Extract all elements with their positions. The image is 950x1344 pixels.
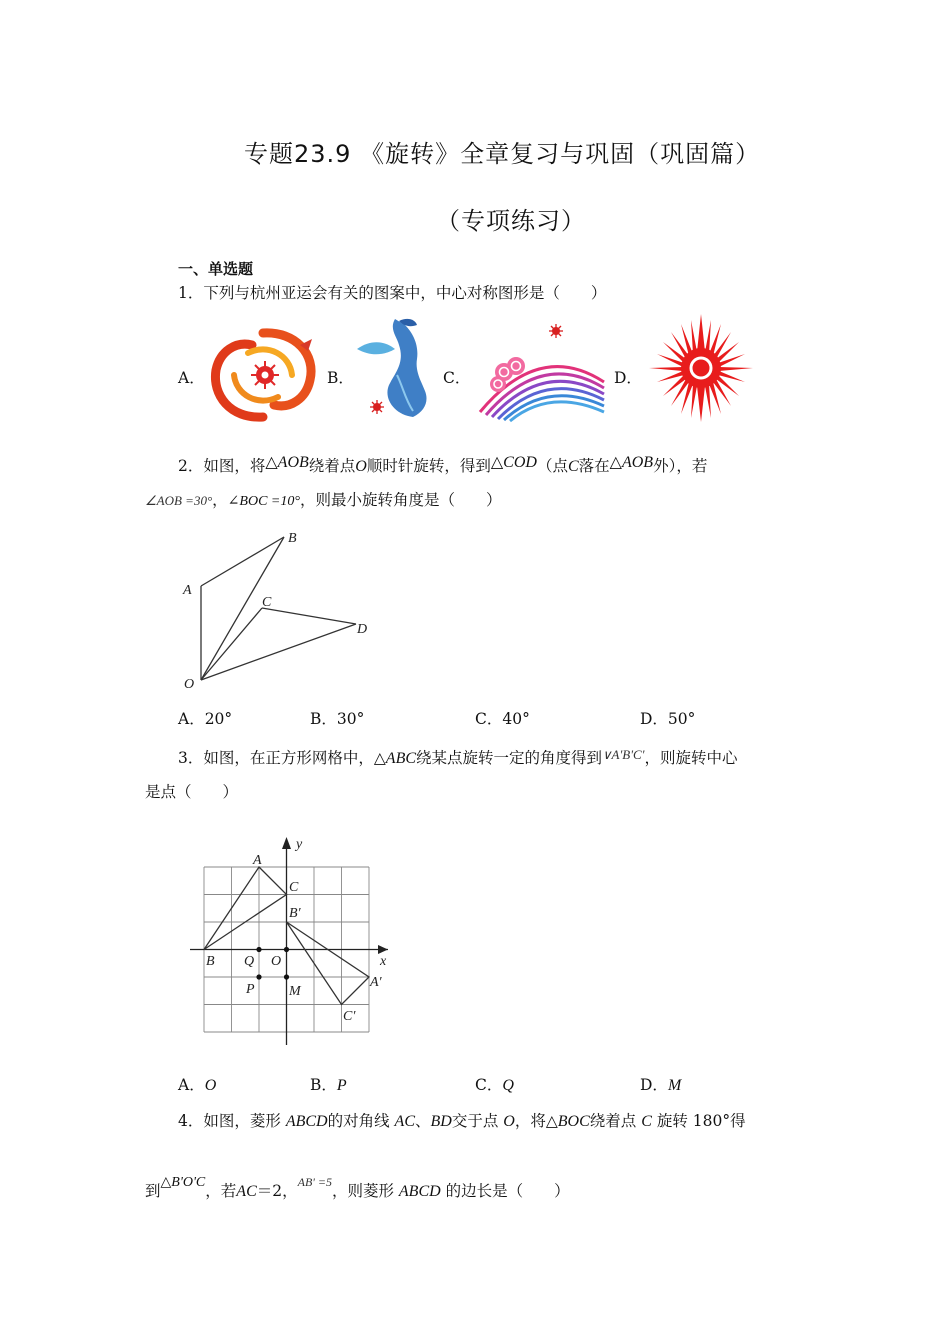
- angle-boc-condition: ∠BOC =10°: [227, 494, 300, 509]
- q2-option-d: D．50°: [640, 710, 696, 728]
- section-heading: 一、单选题: [178, 260, 254, 278]
- q3-grid-figure: [186, 833, 401, 1048]
- label-A: A: [253, 853, 262, 868]
- dragon-swirl-emblem-icon: [208, 325, 318, 425]
- question-2-line1: 2．如图，将△AOB绕着点O顺时针旋转，得到△COD（点C落在△AOB外），若: [178, 454, 708, 475]
- label-C: C: [262, 595, 272, 610]
- q1-option-c-label: C．: [443, 369, 471, 387]
- page-subtitle: （专项练习）: [436, 207, 586, 235]
- label-A: A: [183, 583, 192, 598]
- triangle-a-prime: ∨A'B'C': [602, 747, 645, 762]
- label-x: x: [380, 954, 387, 969]
- q3-option-d: D．M: [640, 1076, 682, 1094]
- question-4-line2: 到△B'O'C，若AC＝2，$^{AB' =5}$，则菱形 ABCD 的边长是（ ）: [145, 1175, 570, 1200]
- dolphin-tail-emblem-icon: [355, 315, 435, 423]
- question-3-line1: 3．如图，在正方形网格中，△ABC绕某点旋转一定的角度得到$^{\vee A'B'C'}$，则旋转中心: [178, 747, 738, 767]
- label-A-prime: A′: [370, 975, 382, 990]
- q2-option-a: A．20°: [178, 710, 233, 728]
- label-y: y: [296, 837, 303, 852]
- q1-option-a-label: A．: [178, 369, 205, 387]
- label-B-prime: B′: [289, 906, 301, 921]
- label-B: B: [206, 954, 215, 969]
- triangle-b-prime-o-prime-c: △B'O'C: [160, 1175, 206, 1190]
- label-C: C: [289, 880, 299, 895]
- label-B: B: [288, 531, 297, 546]
- page-title: 专题23.9 《旋转》全章复习与巩固（巩固篇）: [244, 140, 761, 168]
- ab-prime-value: AB' =5: [297, 1175, 332, 1189]
- triangle-cod: △COD: [490, 454, 537, 471]
- q3-option-a: A．O: [178, 1076, 217, 1094]
- label-O: O: [271, 954, 282, 969]
- label-D: D: [357, 622, 368, 637]
- angle-aob-condition: ∠AOB =30°: [145, 493, 213, 508]
- label-P: P: [246, 982, 255, 997]
- q1-option-d-label: D．: [614, 369, 642, 387]
- label-Q: Q: [244, 954, 255, 969]
- q1-option-b-label: B．: [327, 369, 354, 387]
- label-O: O: [184, 677, 195, 692]
- label-C-prime: C′: [343, 1009, 356, 1024]
- question-3-line2: 是点（ ）: [145, 783, 239, 801]
- q2-option-b: B．30°: [310, 710, 365, 728]
- triangle-aob: △AOB: [265, 454, 309, 471]
- question-1-text: 1．下列与杭州亚运会有关的图案中，中心对称图形是（ ）: [178, 284, 607, 302]
- question-4-line1: 4．如图，菱形 ABCD的对角线 AC、BD交于点 O，将△BOC绕着点 C 旋转 180°得: [178, 1112, 746, 1130]
- q3-option-c: C．Q: [475, 1076, 514, 1094]
- q3-option-b: B．P: [310, 1076, 347, 1094]
- red-sun-emblem-icon: [645, 312, 757, 424]
- q2-rotation-figure: [178, 528, 378, 693]
- q2-option-c: C．40°: [475, 710, 530, 728]
- question-2-line2: ∠AOB =30°，∠BOC =10°，则最小旋转角度是（ ）: [145, 491, 502, 509]
- wave-rainbow-emblem-icon: [470, 320, 610, 420]
- label-M: M: [289, 984, 301, 999]
